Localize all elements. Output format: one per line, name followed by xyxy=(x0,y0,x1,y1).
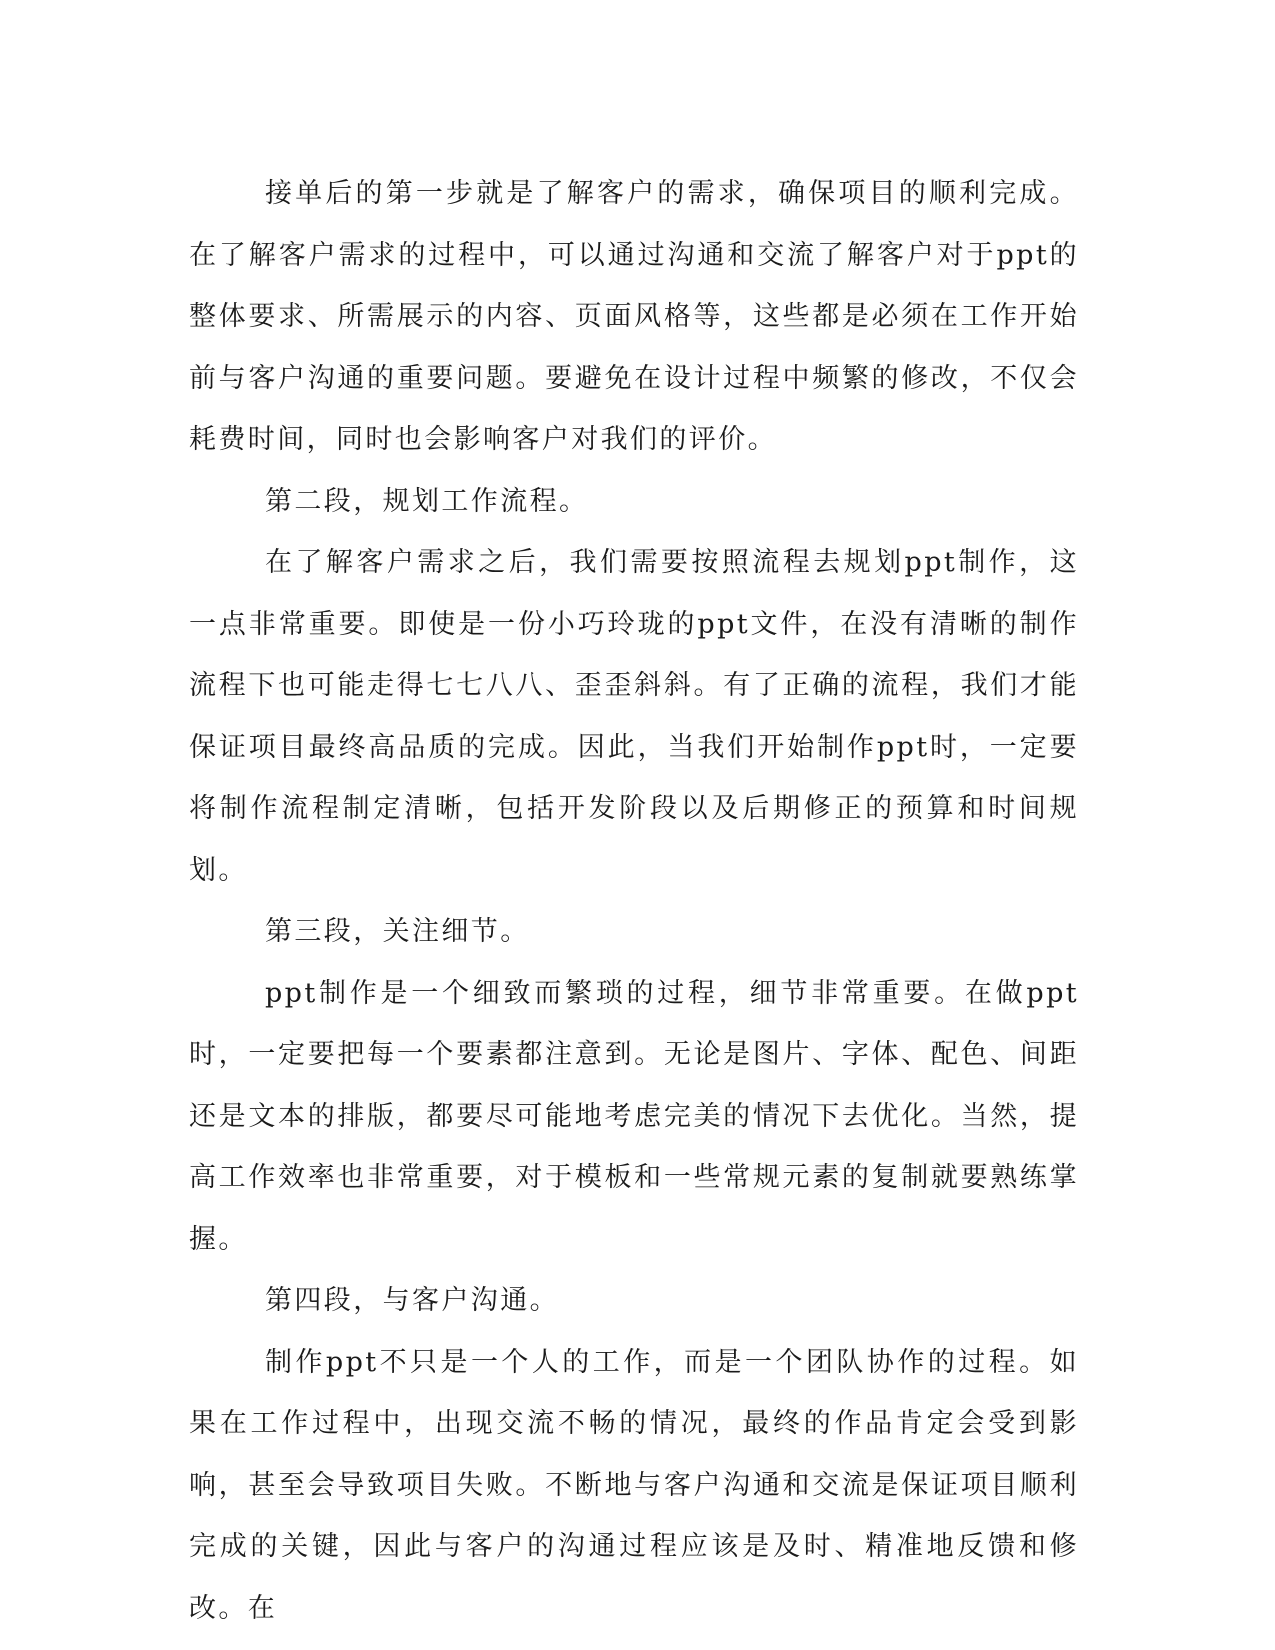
paragraph-details: ppt制作是一个细致而繁琐的过程，细节非常重要。在做ppt时，一定要把每一个要素都注意到。无论是图片、字体、配色、间距还是文本的排版，都要尽可能地考虑完美的情况下去优化。当然，提高工作效率也非常重要，对于模板和一些常规元素的复制就要熟练掌握。 xyxy=(189,977,1079,1255)
document-body xyxy=(189,163,1079,1639)
section-heading-2: 第二段，规划工作流程。 xyxy=(265,485,589,517)
paragraph-workflow: 在了解客户需求之后，我们需要按照流程去规划ppt制作，这一点非常重要。即使是一份小巧玲珑的ppt文件，在没有清晰的制作流程下也可能走得七七八八、歪歪斜斜。有了正确的流程，我们才能保证项目最终高品质的完成。因此，当我们开始制作ppt时，一定要将制作流程制定清晰，包括开发阶段以及后期修正的预算和时间规划。 xyxy=(189,547,1079,886)
paragraph-communication: 制作ppt不只是一个人的工作，而是一个团队协作的过程。如果在工作过程中，出现交流不畅的情况，最终的作品肯定会受到影响，甚至会导致项目失败。不断地与客户沟通和交流是保证项目顺利完成的关键，因此与客户的沟通过程应该是及时、精准地反馈和修改。在 xyxy=(189,1346,1079,1624)
paragraph-requirements: 接单后的第一步就是了解客户的需求，确保项目的顺利完成。在了解客户需求的过程中，可以通过沟通和交流了解客户对于ppt的整体要求、所需展示的内容、页面风格等，这些都是必须在工作开始前与客户沟通的重要问题。要避免在设计过程中频繁的修改，不仅会耗费时间，同时也会影响客户对我们的评价。 xyxy=(189,178,1079,455)
section-heading-3: 第三段，关注细节。 xyxy=(265,916,530,947)
section-heading-4: 第四段，与客户沟通。 xyxy=(265,1285,559,1316)
